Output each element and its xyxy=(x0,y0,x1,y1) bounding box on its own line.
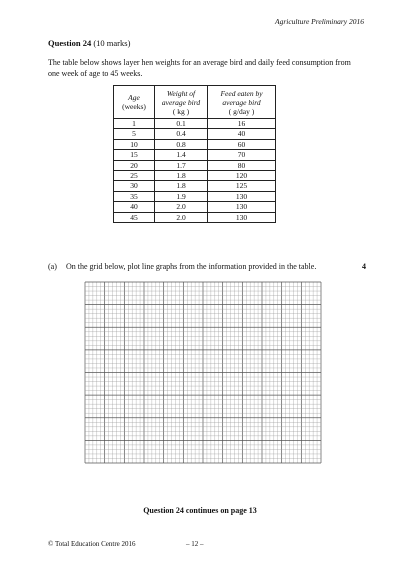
header-line: average bird xyxy=(161,97,201,107)
header-subject: Agriculture Preliminary 2016 xyxy=(274,17,364,26)
table-body xyxy=(114,119,276,223)
continues-note: Question 24 continues on page 13 xyxy=(143,506,257,515)
table-cell: 5 xyxy=(114,129,155,139)
table-cell: 40 xyxy=(114,202,155,212)
table-cell: 80 xyxy=(208,160,276,170)
table-row xyxy=(114,139,276,149)
part-a-instruction xyxy=(48,262,316,271)
table-header-cell xyxy=(114,86,155,119)
table-cell: 1.8 xyxy=(155,181,208,191)
question-title xyxy=(48,38,130,48)
header-line: Age xyxy=(128,93,140,102)
table-row xyxy=(114,171,276,181)
table-cell: 130 xyxy=(208,212,276,222)
table-row xyxy=(114,160,276,170)
table-cell: 0.4 xyxy=(155,129,208,139)
table-cell: 0.8 xyxy=(155,139,208,149)
table-cell: 10 xyxy=(114,139,155,149)
part-a-text: On the grid below, plot line graphs from the information provided in the table. xyxy=(66,262,317,271)
table-cell: 130 xyxy=(208,202,276,212)
table-row xyxy=(114,212,276,222)
table-cell: 25 xyxy=(114,171,155,181)
question-intro: The table below shows layer hen weights for an average bird and daily feed consumption from one week of age to 45 weeks. xyxy=(48,58,351,78)
table-cell: 30 xyxy=(114,181,155,191)
header-unit: (weeks) xyxy=(122,102,146,111)
table-cell: 15 xyxy=(114,150,155,160)
header-line: Feed eaten by xyxy=(220,88,263,98)
table-header-cell xyxy=(155,86,208,119)
table-row xyxy=(114,181,276,191)
table-cell: 120 xyxy=(208,171,276,181)
header-unit: ( kg ) xyxy=(172,106,190,116)
table-row xyxy=(114,129,276,139)
table-cell: 16 xyxy=(208,119,276,129)
table-row xyxy=(114,202,276,212)
table-cell: 35 xyxy=(114,191,155,201)
footer-page-number: – 12 – xyxy=(186,540,204,548)
header-line: Weight of xyxy=(166,88,196,98)
question-marks: (10 marks) xyxy=(93,38,131,48)
table-cell: 1 xyxy=(114,119,155,129)
table-cell: 1.9 xyxy=(155,191,208,201)
table-row xyxy=(114,119,276,129)
header-unit: ( g/day ) xyxy=(228,106,255,116)
header-line: average bird xyxy=(222,97,261,107)
part-a-marks: 4 xyxy=(362,262,366,271)
table-cell: 20 xyxy=(114,160,155,170)
table-cell: 40 xyxy=(208,129,276,139)
question-number: Question 24 xyxy=(48,38,92,48)
part-a-letter: (a) xyxy=(48,262,57,271)
graph-grid[interactable] xyxy=(84,281,322,464)
table-cell: 60 xyxy=(208,139,276,149)
table-row xyxy=(114,191,276,201)
table-cell: 0.1 xyxy=(155,119,208,129)
table-cell: 1.4 xyxy=(155,150,208,160)
table-header-row xyxy=(114,86,276,119)
table-cell: 70 xyxy=(208,150,276,160)
table-row xyxy=(114,150,276,160)
table-cell: 2.0 xyxy=(155,212,208,222)
table-cell: 125 xyxy=(208,181,276,191)
table-cell: 130 xyxy=(208,191,276,201)
table-cell: 45 xyxy=(114,212,155,222)
table-header-cell xyxy=(208,86,276,119)
table-cell: 2.0 xyxy=(155,202,208,212)
graph-grid-area[interactable] xyxy=(84,281,322,469)
data-table xyxy=(113,85,276,223)
footer-copyright: © Total Education Centre 2016 xyxy=(48,540,136,548)
table-cell: 1.7 xyxy=(155,160,208,170)
table-cell: 1.8 xyxy=(155,171,208,181)
